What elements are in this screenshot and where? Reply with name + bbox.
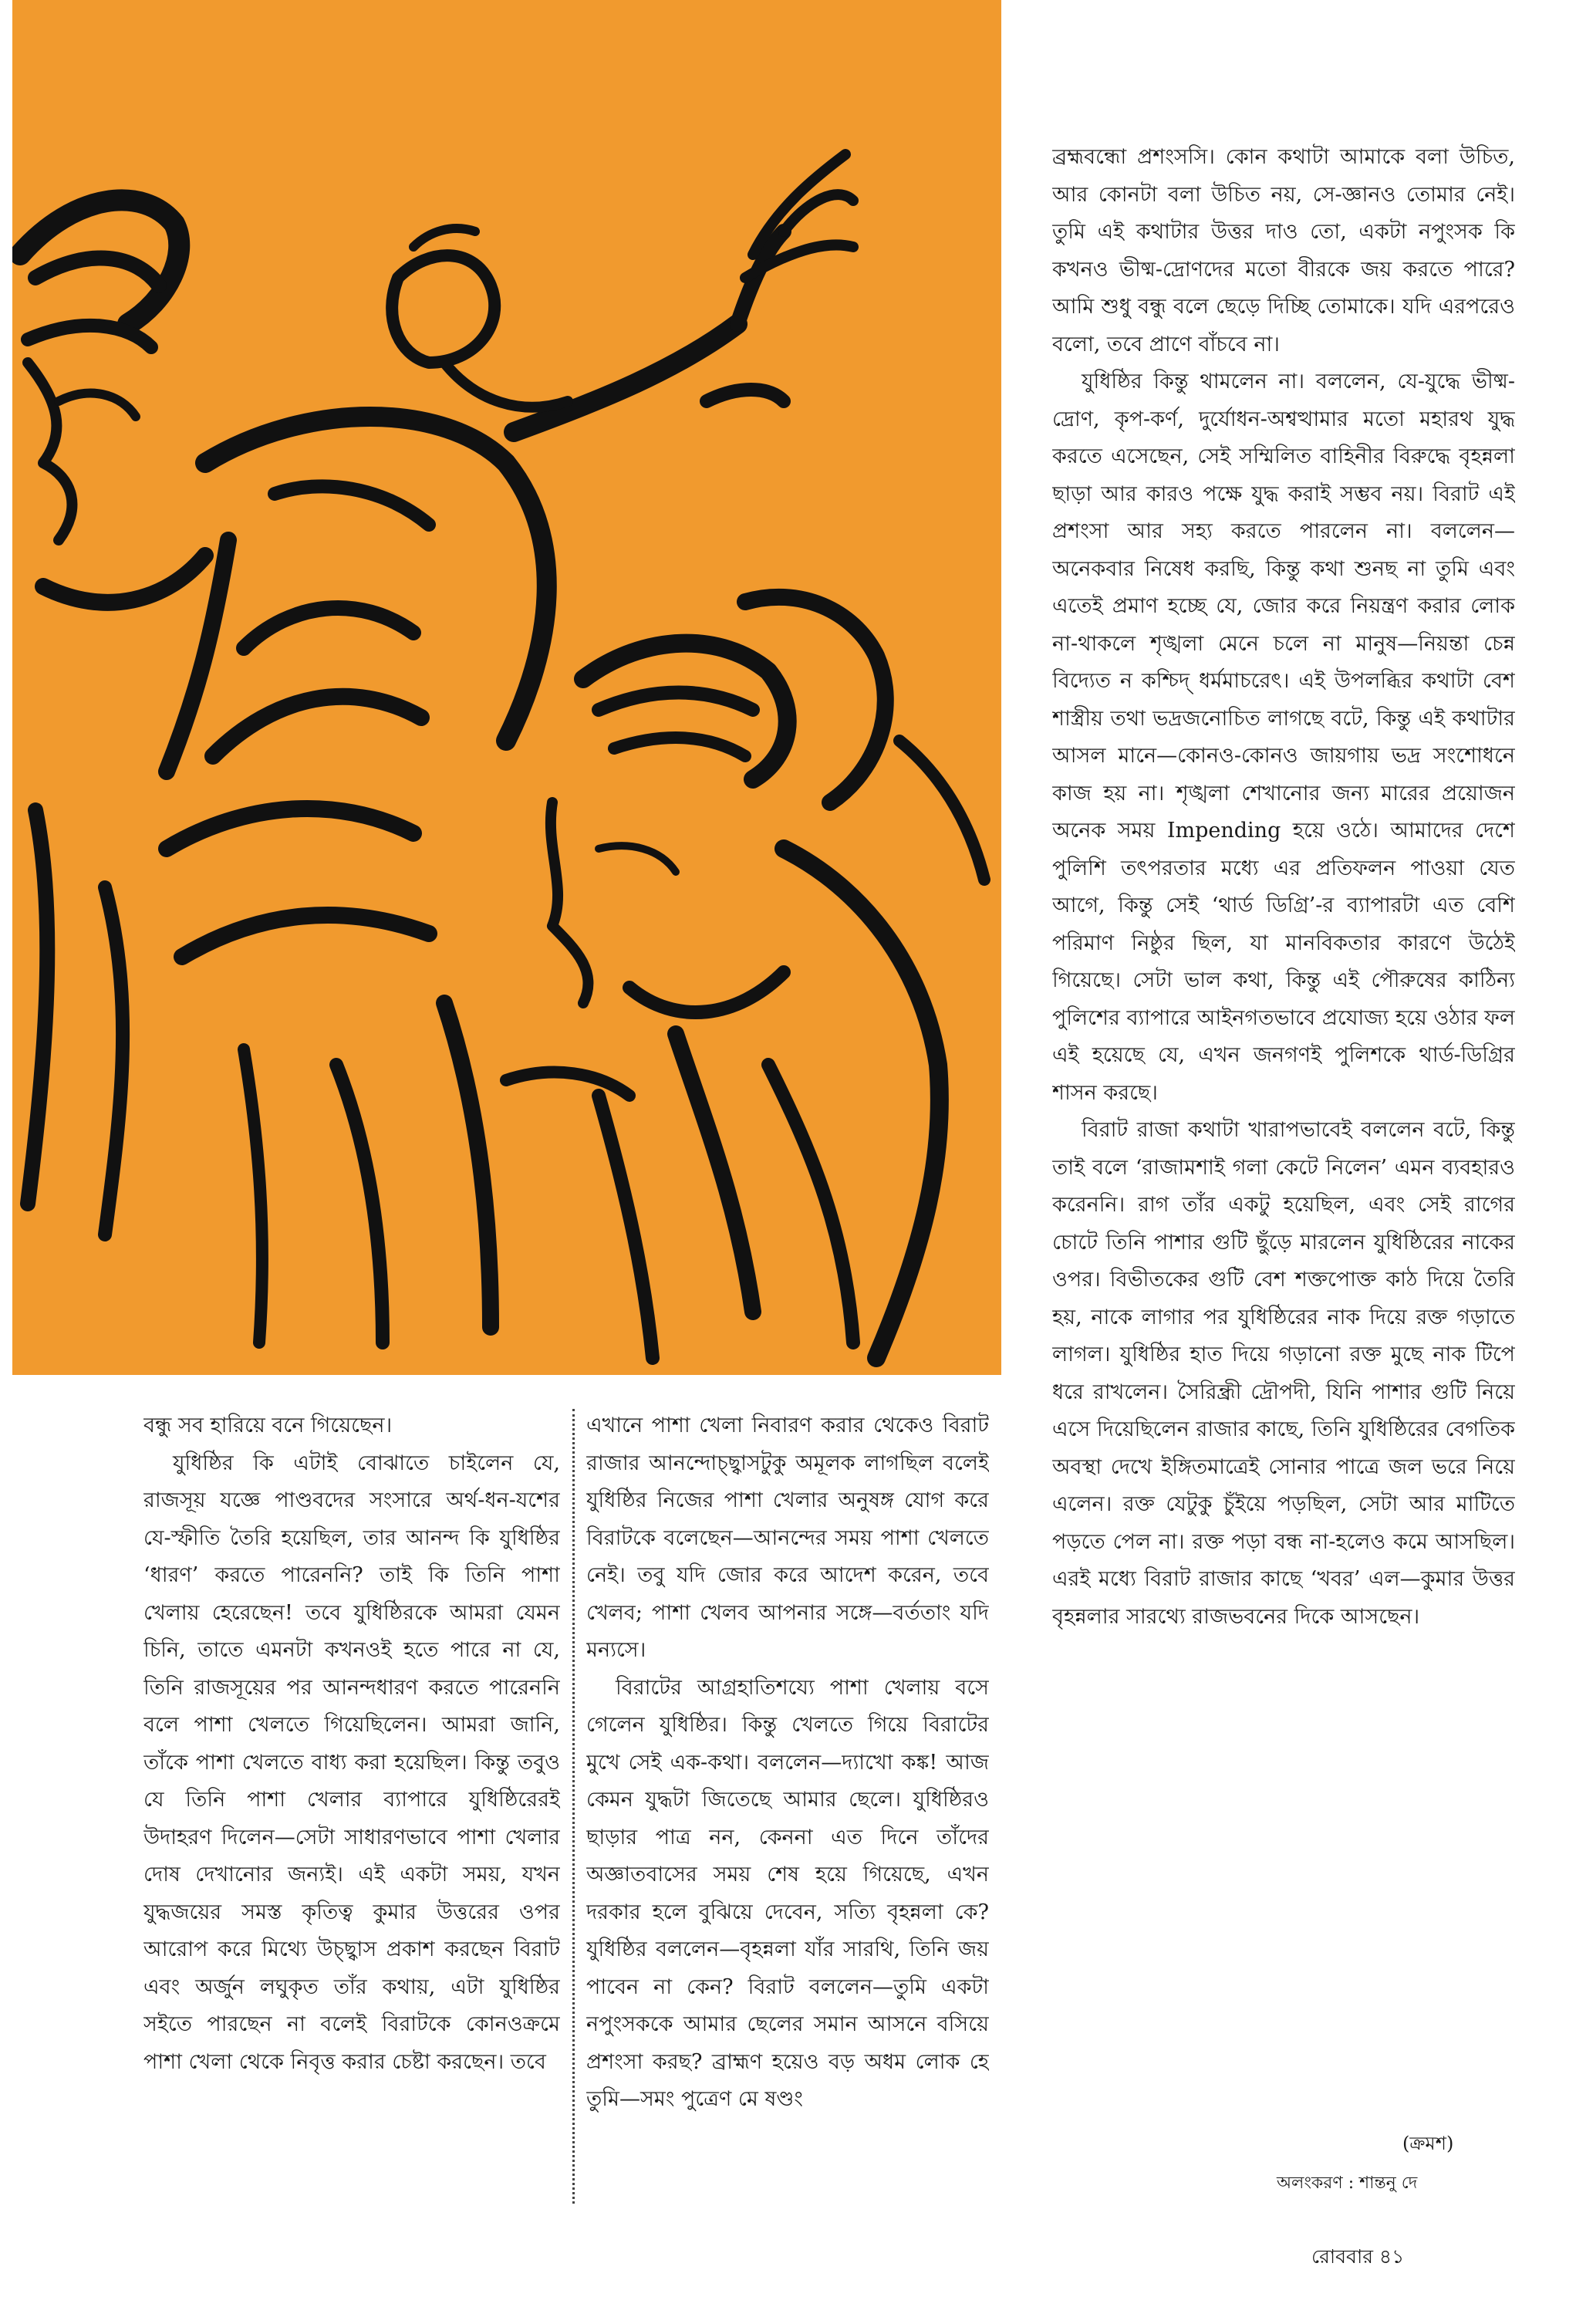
article-column-left — [143, 1407, 560, 2202]
page-footer: রোববার ৪১ — [1311, 2245, 1405, 2268]
column-divider — [572, 1409, 575, 2204]
illustration — [12, 0, 1001, 1375]
illustration-credit: অলংকরণ : শান্তনু দে — [1277, 2174, 1418, 2193]
serial-note: (ক্রমশ) — [1402, 2133, 1454, 2154]
paragraph: যুধিষ্ঠির কি এটাই বোঝাতে চাইলেন যে, রাজসূয় যজ্ঞে পাণ্ডবদের সংসারে অর্থ-ধন-যশের যে-স্ফীতি তৈরি হয়েছিল, তার আনন্দ কি যুধিষ্ঠির ‘ধারণ’ করতে পারেননি? তাই কি তিনি পাশা খেলায় হেরেছেন! তবে যুধিষ্ঠিরকে আমরা যেমন চিনি, তাতে এমনটা কখনওই হতে পারে না যে, তিনি রাজসূয়ের পর আনন্দধারণ করতে পারেননি বলে পাশা খেলতে গিয়েছিলেন। আমরা জানি, তাঁকে পাশা খেলতে বাধ্য করা হয়েছিল। কিন্তু তবুও যে তিনি পাশা খেলার ব্যাপারে যুধিষ্ঠিরেরই উদাহরণ দিলেন—সেটা সাধারণভাবে পাশা খেলার দোষ দেখানোর জন্যই। এই একটা সময়, যখন যুদ্ধজয়ের সমস্ত কৃতিত্ব কুমার উত্তরের ওপর আরোপ করে মিথ্যে উচ্ছ্বাস প্রকাশ করছেন বিরাট এবং অর্জুন লঘুকৃত তাঁর কথায়, এটা যুধিষ্ঠির সইতে পারছেন না বলেই বিরাটকে কোনওক্রমে পাশা খেলা থেকে নিবৃত্ত করার চেষ্টা করছেন। তবে — [143, 1451, 560, 2074]
paragraph: ব্রহ্মবন্ধো প্রশংসসি। কোন কথাটা আমাকে বলা উচিত, আর কোনটা বলা উচিত নয়, সে-জ্ঞানও তোমার নেই। তুমি এই কথাটার উত্তর দাও তো, একটা নপুংসক কি কখনও ভীষ্ম-দ্রোণদের মতো বীরকে জয় করতে পারে? আমি শুধু বন্ধু বলে ছেড়ে দিচ্ছি তোমাকে। যদি এরপরেও বলো, তবে প্রাণে বাঁচবে না। — [1052, 145, 1515, 356]
paragraph: বিরাটের আগ্রহাতিশয্যে পাশা খেলায় বসে গেলেন যুধিষ্ঠির। কিন্তু খেলতে গিয়ে বিরাটের মুখে সেই এক-কথা। বললেন—দ্যাখো কঙ্ক! আজ কেমন যুদ্ধটা জিতেছে আমার ছেলে। যুধিষ্ঠিরও ছাড়ার পাত্র নন, কেননা এত দিনে তাঁদের অজ্ঞাতবাসের সময় শেষ হয়ে গিয়েছে, এখন দরকার হলে বুঝিয়ে দেবেন, সত্যি বৃহন্নলা কে? যুধিষ্ঠির বললেন—বৃহন্নলা যাঁর সারথি, তিনি জয় পাবেন না কেন? বিরাট বললেন—তুমি একটা নপুংসককে আমার ছেলের সমান আসনে বসিয়ে প্রশংসা করছ? ব্রাহ্মণ হয়েও বড় অধম লোক হে তুমি—সমং পুত্রেণ মে ষণ্ডং — [586, 1675, 989, 2111]
paragraph: বিরাট রাজা কথাটা খারাপভাবেই বললেন বটে, কিন্তু তাই বলে ‘রাজামশাই গলা কেটে নিলেন’ এমন ব্যবহারও করেননি। রাগ তাঁর একটু হয়েছিল, এবং সেই রাগের চোটে তিনি পাশার গুটি ছুঁড়ে মারলেন যুধিষ্ঠিরের নাকের ওপর। বিভীতকের গুটি বেশ শক্তপোক্ত কাঠ দিয়ে তৈরি হয়, নাকে লাগার পর যুধিষ্ঠিরের নাক দিয়ে রক্ত গড়াতে লাগল। যুধিষ্ঠির হাত দিয়ে গড়ানো রক্ত মুছে নাক টিপে ধরে রাখলেন। সৈরিন্ধ্রী দ্রৌপদী, যিনি পাশার গুটি নিয়ে এসে দিয়েছিলেন রাজার কাছে, তিনি যুধিষ্ঠিরের বেগতিক অবস্থা দেখে ইঙ্গিতমাত্রেই সোনার পাত্রে জল ভরে নিয়ে এলেন। রক্ত যেটুকু চুঁইয়ে পড়ছিল, সেটা আর মাটিতে পড়তে পেল না। রক্ত পড়া বন্ধ না-হলেও কমে আসছিল। এরই মধ্যে বিরাট রাজার কাছে ‘খবর’ এল—কুমার উত্তর বৃহন্নলার সারথ্যে রাজভবনের দিকে আসছেন। — [1052, 1118, 1515, 1629]
paragraph: যুধিষ্ঠির কিন্তু থামলেন না। বললেন, যে-যুদ্ধে ভীষ্ম-দ্রোণ, কৃপ-কর্ণ, দুর্যোধন-অশ্বত্থামার মতো মহারথ যুদ্ধ করতে এসেছেন, সেই সম্মিলিত বাহিনীর বিরুদ্ধে বৃহন্নলা ছাড়া আর কারও পক্ষে যুদ্ধ করাই সম্ভব নয়। বিরাট এই প্রশংসা আর সহ্য করতে পারলেন না। বললেন—অনেকবার নিষেধ করছি, কিন্তু কথা শুনছ না তুমি এবং এতেই প্রমাণ হচ্ছে যে, জোর করে নিয়ন্ত্রণ করার লোক না-থাকলে শৃঙ্খলা মেনে চলে না মানুষ—নিয়ন্তা চেন্ন বিদ্যেত ন কশ্চিদ্ ধর্মমাচরেৎ। এই উপলব্ধির কথাটা বেশ শাস্ত্রীয় তথা ভদ্রজনোচিত লাগছে বটে, কিন্তু এই কথাটার আসল মানে—কোনও-কোনও জায়গায় ভদ্র সংশোধনে কাজ হয় না। শৃঙ্খলা শেখানোর জন্য মারের প্রয়োজন অনেক সময় Impending হয়ে ওঠে। আমাদের দেশে পুলিশি তৎপরতার মধ্যে এর প্রতিফলন পাওয়া যেত আগে, কিন্তু সেই ‘থার্ড ডিগ্রি’-র ব্যাপারটা এত বেশি পরিমাণ নিষ্ঠুর ছিল, যা মানবিকতার কারণে উঠেই গিয়েছে। সেটা ভাল কথা, কিন্তু এই পৌরুষের কাঠিন্য পুলিশের ব্যাপারে আইনগতভাবে প্রযোজ্য হয়ে ওঠার ফল এই হয়েছে যে, এখন জনগণই পুলিশকে থার্ড-ডিগ্রির শাসন করছে। — [1052, 370, 1515, 1105]
article-column-middle — [586, 1407, 989, 2202]
article-column-right — [1052, 139, 1515, 2087]
paragraph: এখানে পাশা খেলা নিবারণ করার থেকেও বিরাট রাজার আনন্দোচ্ছ্বাসটুকু অমূলক লাগছিল বলেই যুধিষ্ঠির নিজের পাশা খেলার অনুষঙ্গ যোগ করে বিরাটকে বলেছেন—আনন্দের সময় পাশা খেলতে নেই। তবু যদি জোর করে আদেশ করেন, তবে খেলব; পাশা খেলব আপনার সঙ্গে—বর্ততাং যদি মন্যসে। — [586, 1414, 989, 1662]
ink-drawing — [12, 0, 1001, 1375]
paragraph: বন্ধু সব হারিয়ে বনে গিয়েছেন। — [143, 1414, 393, 1437]
